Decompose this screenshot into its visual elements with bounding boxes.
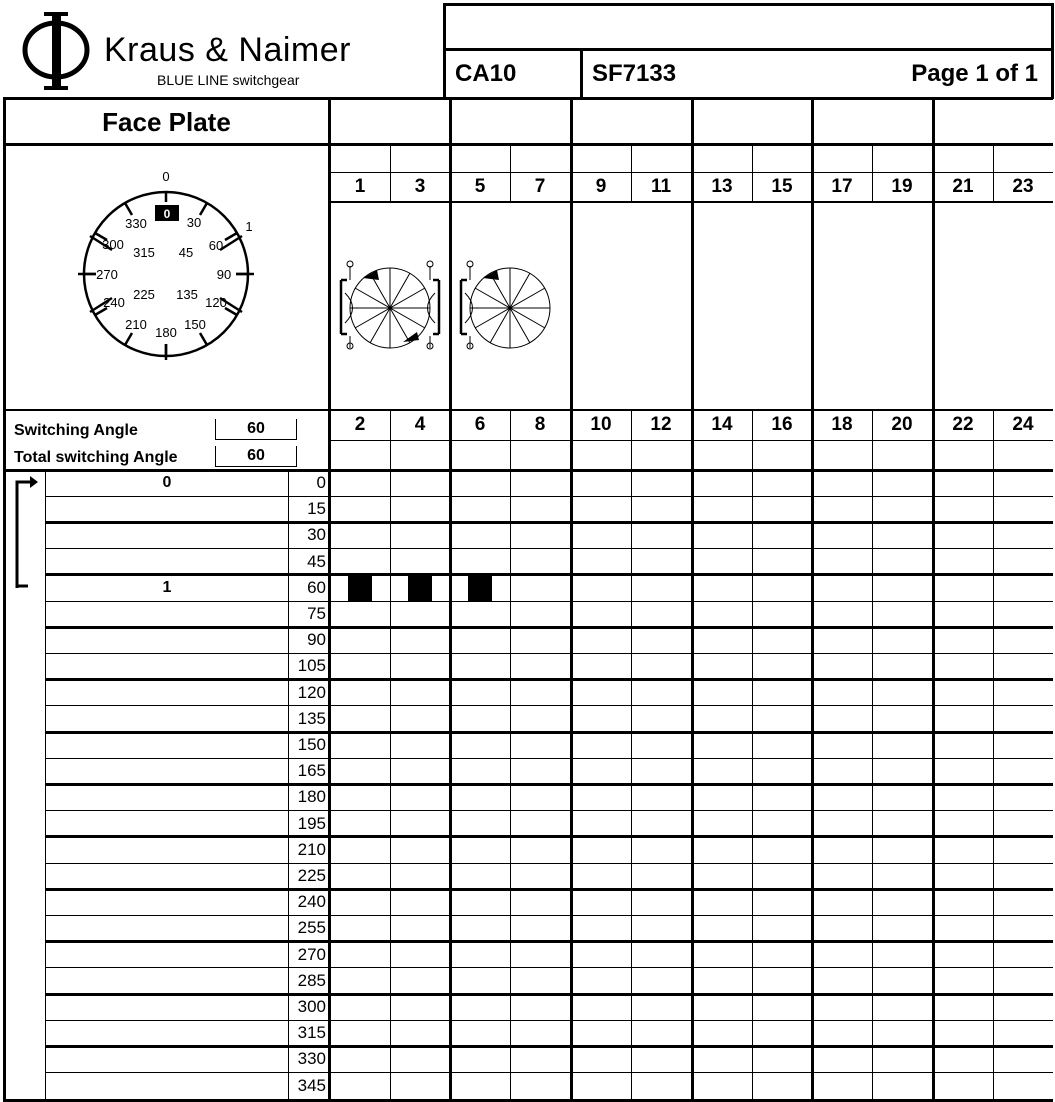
page-number: Page 1 of 1 xyxy=(911,60,1038,87)
svg-text:45: 45 xyxy=(178,245,194,260)
row-angle: 300 xyxy=(297,997,326,1016)
grid-line xyxy=(45,835,1053,838)
grid-line xyxy=(570,97,573,1102)
grid-line xyxy=(45,1020,1053,1021)
svg-text:0: 0 xyxy=(162,169,170,184)
grid-line xyxy=(3,143,1053,146)
grid-line xyxy=(45,940,1053,943)
terminal-label: 14 xyxy=(711,414,733,435)
terminal-label: 19 xyxy=(891,176,913,197)
row-angle: 240 xyxy=(297,892,326,912)
series-code: CA10 xyxy=(455,60,517,87)
row-angle: 225 xyxy=(297,866,326,885)
grid-line xyxy=(1051,3,1054,99)
row-angle: 285 xyxy=(297,970,326,990)
terminal-label: 16 xyxy=(771,414,793,435)
closed-contact-mark xyxy=(348,576,372,601)
total-switching-angle-label: Total switching Angle xyxy=(14,449,178,466)
switching-angle-value: 60 xyxy=(215,419,297,440)
row-position: 1 xyxy=(162,578,172,596)
terminal-label: 21 xyxy=(952,176,974,197)
svg-text:315: 315 xyxy=(133,245,155,260)
brand-name: Kraus & Naimer xyxy=(104,31,351,69)
row-angle: 105 xyxy=(297,656,326,676)
grid-line xyxy=(45,548,1053,549)
terminal-label: 9 xyxy=(595,176,607,197)
grid-line xyxy=(510,410,511,1102)
grid-line xyxy=(329,440,1053,441)
grid-line xyxy=(45,1045,1053,1048)
terminal-label: 10 xyxy=(590,414,612,435)
grid-line xyxy=(45,967,1053,968)
row-angle: 0 xyxy=(316,473,326,492)
svg-text:1: 1 xyxy=(245,219,253,234)
grid-line xyxy=(45,863,1053,864)
terminal-label: 20 xyxy=(891,414,913,435)
terminal-label: 15 xyxy=(771,176,793,197)
svg-text:30: 30 xyxy=(186,215,202,230)
grid-line xyxy=(691,97,694,1102)
svg-text:225: 225 xyxy=(133,287,155,302)
grid-line xyxy=(3,97,6,1102)
program-code: SF7133 xyxy=(592,60,677,87)
terminal-label: 3 xyxy=(414,176,426,197)
grid-line xyxy=(45,705,1053,706)
svg-text:120: 120 xyxy=(205,295,227,310)
grid-line xyxy=(3,409,1053,411)
grid-line xyxy=(45,888,1053,891)
row-angle: 90 xyxy=(307,630,326,650)
grid-line xyxy=(45,783,1053,786)
grid-line xyxy=(443,48,1053,51)
terminal-label: 24 xyxy=(1012,414,1034,435)
row-angle: 45 xyxy=(307,551,326,571)
position-range-bracket-icon xyxy=(12,474,42,594)
grid-line xyxy=(45,758,1053,759)
terminal-label: 4 xyxy=(414,414,426,435)
grid-line xyxy=(45,1072,1053,1073)
row-angle: 255 xyxy=(297,918,326,938)
terminal-label: 17 xyxy=(831,176,853,197)
grid-line xyxy=(3,1099,1053,1102)
row-angle: 150 xyxy=(297,735,326,754)
closed-contact-mark xyxy=(408,576,432,601)
grid-line xyxy=(631,410,632,1102)
terminal-label: 18 xyxy=(831,414,853,435)
phi-logo-icon xyxy=(22,10,98,92)
total-switching-angle-value: 60 xyxy=(215,446,297,467)
switching-angle-label: Switching Angle xyxy=(14,422,138,439)
grid-line xyxy=(580,49,583,97)
row-angle: 60 xyxy=(307,577,326,597)
grid-line xyxy=(45,653,1053,654)
terminal-label: 23 xyxy=(1012,176,1034,197)
grid-line xyxy=(45,678,1053,681)
row-angle: 75 xyxy=(307,604,326,623)
terminal-label: 11 xyxy=(650,176,672,197)
grid-line xyxy=(811,97,814,1102)
grid-line xyxy=(3,97,1053,100)
row-angle: 270 xyxy=(297,944,326,964)
grid-line xyxy=(993,410,994,1102)
terminal-label: 8 xyxy=(534,414,546,435)
terminal-label: 6 xyxy=(474,414,486,435)
row-angle: 165 xyxy=(297,761,326,781)
face-plate-title: Face Plate xyxy=(102,107,231,137)
svg-text:270: 270 xyxy=(96,267,118,282)
row-angle: 210 xyxy=(297,839,326,859)
grid-line xyxy=(443,3,1053,6)
svg-text:210: 210 xyxy=(125,317,147,332)
grid-line xyxy=(45,626,1053,629)
svg-text:330: 330 xyxy=(125,216,147,231)
terminal-label: 12 xyxy=(650,414,672,435)
grid-line xyxy=(45,731,1053,734)
svg-text:300: 300 xyxy=(102,237,124,252)
grid-line xyxy=(932,97,935,1102)
grid-line xyxy=(45,810,1053,811)
svg-text:90: 90 xyxy=(216,267,232,282)
row-angle: 330 xyxy=(297,1049,326,1069)
grid-line xyxy=(45,993,1053,996)
grid-line xyxy=(752,410,753,1102)
grid-line xyxy=(329,172,1053,173)
svg-text:150: 150 xyxy=(184,317,206,332)
terminal-label: 22 xyxy=(952,414,974,435)
terminal-label: 1 xyxy=(354,176,366,197)
row-angle: 30 xyxy=(307,525,326,545)
row-angle: 180 xyxy=(297,787,326,807)
svg-text:240: 240 xyxy=(103,295,125,310)
grid-line xyxy=(443,3,446,99)
row-angle: 315 xyxy=(297,1023,326,1043)
row-position: 0 xyxy=(162,474,172,491)
grid-line xyxy=(328,97,331,1102)
svg-text:60: 60 xyxy=(208,238,224,253)
closed-contact-mark xyxy=(468,576,492,601)
row-angle: 15 xyxy=(307,499,326,519)
grid-line xyxy=(45,470,46,1102)
grid-line xyxy=(45,915,1053,916)
grid-line xyxy=(45,521,1053,524)
row-angle: 135 xyxy=(297,708,326,728)
terminal-label: 7 xyxy=(534,176,546,197)
row-angle: 120 xyxy=(297,682,326,702)
dial-highlight-label: 0 xyxy=(163,207,171,221)
row-angle: 345 xyxy=(297,1075,326,1095)
brand-subtitle: BLUE LINE switchgear xyxy=(157,72,300,88)
terminal-label: 2 xyxy=(354,414,366,435)
row-angle: 195 xyxy=(297,813,326,833)
grid-line xyxy=(449,97,452,1102)
svg-text:180: 180 xyxy=(155,325,177,340)
svg-text:135: 135 xyxy=(176,287,198,302)
terminal-label: 13 xyxy=(711,176,733,197)
grid-line xyxy=(329,201,1053,203)
terminal-label: 5 xyxy=(474,176,486,197)
grid-line xyxy=(872,410,873,1102)
face-plate-dial xyxy=(70,160,270,360)
grid-line xyxy=(390,410,391,1102)
